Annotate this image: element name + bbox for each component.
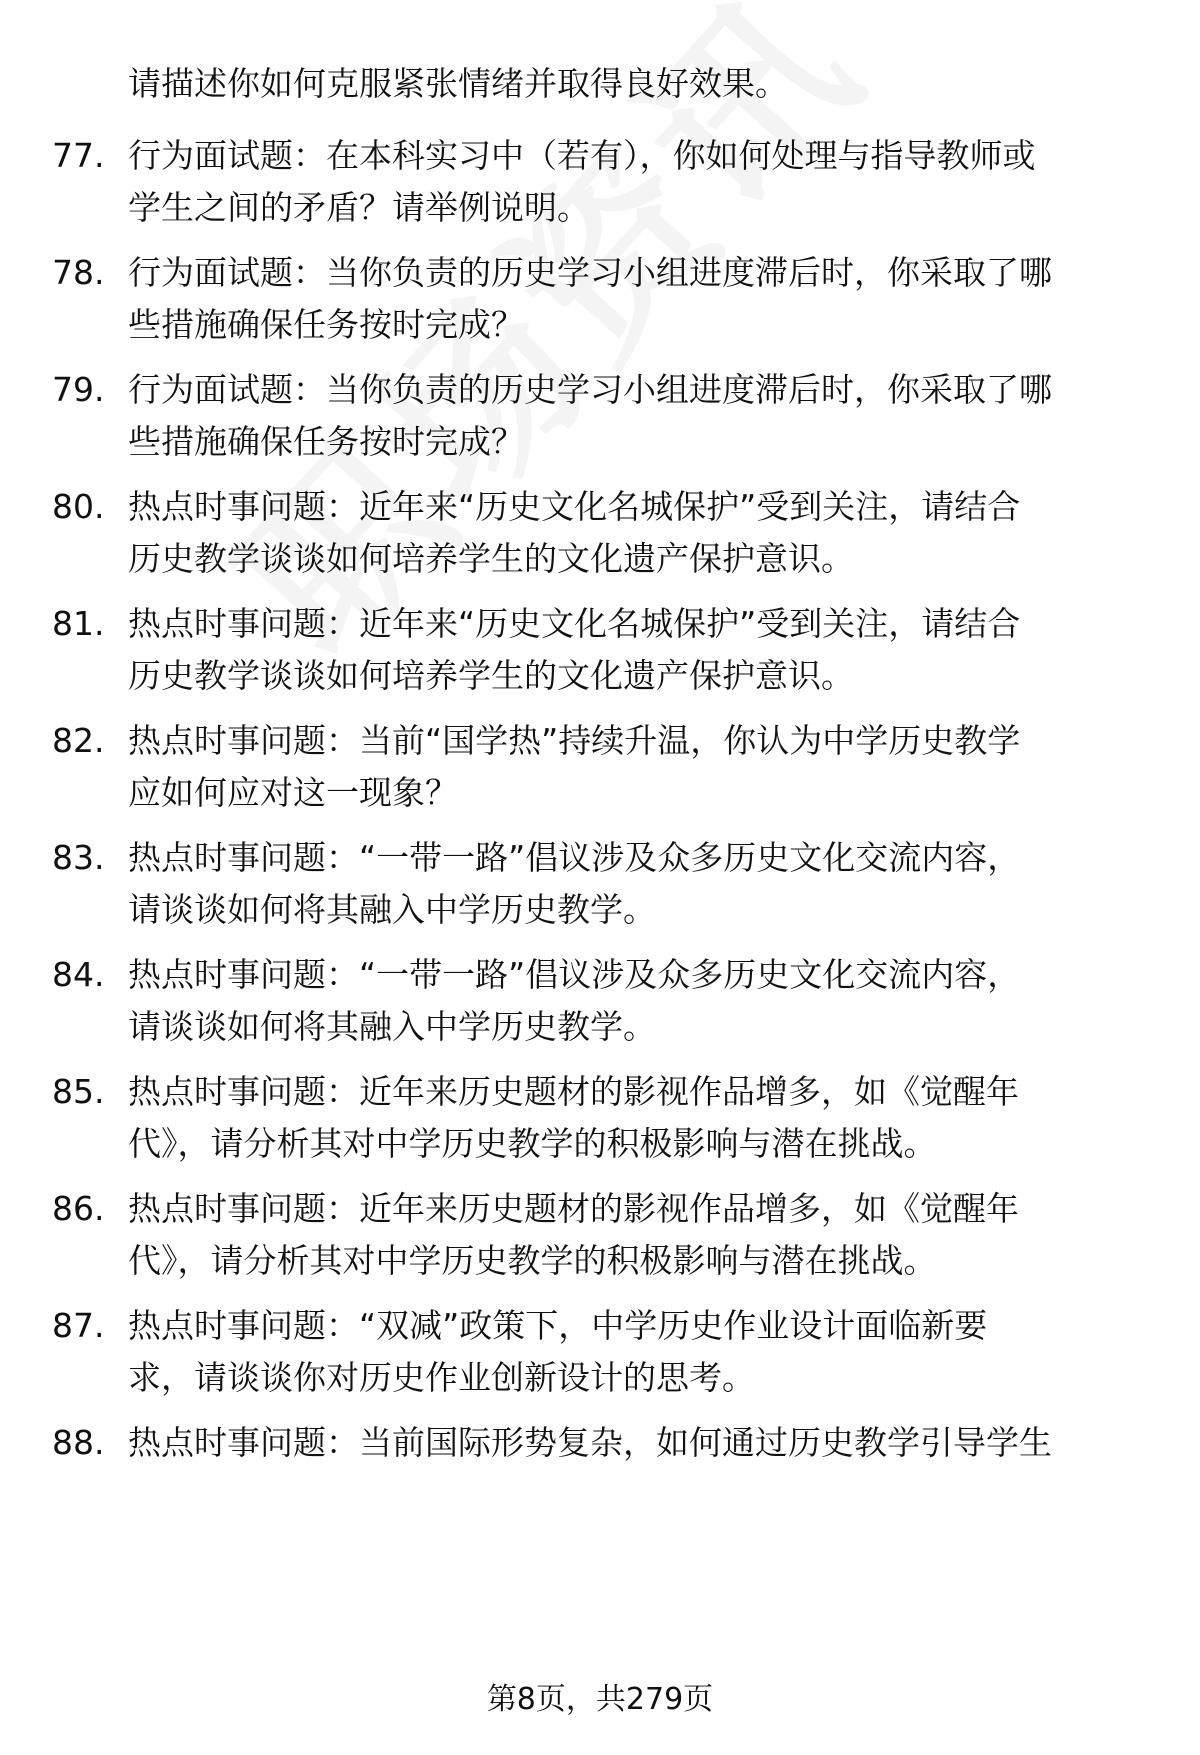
question-line: 学生之间的矛盾？请举例说明。 bbox=[128, 188, 590, 227]
question-line: 热点时事问题：当前“国学热”持续升温，你认为中学历史教学 bbox=[128, 721, 1021, 760]
question-line: 请谈谈如何将其融入中学历史教学。 bbox=[128, 1007, 656, 1046]
question-number: 78. bbox=[52, 253, 105, 292]
question-number: 86. bbox=[52, 1189, 105, 1228]
question-line: 历史教学谈谈如何培养学生的文化遗产保护意识。 bbox=[128, 656, 854, 695]
question-line: 热点时事问题：近年来历史题材的影视作品增多，如《觉醒年 bbox=[128, 1189, 1019, 1228]
question-line: 热点时事问题：“一带一路”倡议涉及众多历史文化交流内容， bbox=[128, 838, 1021, 877]
continued-question-line: 请描述你如何克服紧张情绪并取得良好效果。 bbox=[128, 64, 788, 103]
question-text bbox=[128, 715, 1148, 819]
question-number: 82. bbox=[52, 721, 105, 760]
question-line: 代》，请分析其对中学历史教学的积极影响与潜在挑战。 bbox=[128, 1124, 937, 1163]
question-line: 些措施确保任务按时完成？ bbox=[128, 305, 524, 344]
question-number: 77. bbox=[52, 136, 105, 175]
question-text bbox=[128, 598, 1148, 702]
question-line: 热点时事问题：“双减”政策下，中学历史作业设计面临新要 bbox=[128, 1306, 988, 1345]
question-line: 应如何应对这一现象？ bbox=[128, 773, 458, 812]
question-line: 求，请谈谈你对历史作业创新设计的思考。 bbox=[128, 1358, 755, 1397]
question-line: 热点时事问题：当前国际形势复杂，如何通过历史教学引导学生 bbox=[128, 1423, 1052, 1462]
question-number: 88. bbox=[52, 1423, 105, 1462]
question-number: 79. bbox=[52, 370, 105, 409]
question-text bbox=[128, 247, 1148, 351]
question-text bbox=[128, 1183, 1148, 1287]
question-number: 85. bbox=[52, 1072, 105, 1111]
question-number: 84. bbox=[52, 955, 105, 994]
question-text bbox=[128, 832, 1148, 936]
question-line: 热点时事问题：“一带一路”倡议涉及众多历史文化交流内容， bbox=[128, 955, 1021, 994]
question-text bbox=[128, 1066, 1148, 1170]
question-number: 80. bbox=[52, 487, 105, 526]
question-number: 83. bbox=[52, 838, 105, 877]
question-line: 请谈谈如何将其融入中学历史教学。 bbox=[128, 890, 656, 929]
question-line: 行为面试题：当你负责的历史学习小组进度滞后时，你采取了哪 bbox=[128, 253, 1052, 292]
question-line: 热点时事问题：近年来“历史文化名城保护”受到关注，请结合 bbox=[128, 487, 1021, 526]
page-footer: 第8页，共279页 bbox=[486, 1682, 714, 1717]
question-text bbox=[128, 1300, 1148, 1404]
question-line: 行为面试题：在本科实习中（若有），你如何处理与指导教师或 bbox=[128, 136, 1036, 175]
question-line: 热点时事问题：近年来“历史文化名城保护”受到关注，请结合 bbox=[128, 604, 1021, 643]
question-text bbox=[128, 481, 1148, 585]
question-line: 行为面试题：当你负责的历史学习小组进度滞后时，你采取了哪 bbox=[128, 370, 1052, 409]
question-text bbox=[128, 949, 1148, 1053]
question-line: 些措施确保任务按时完成？ bbox=[128, 422, 524, 461]
question-text bbox=[128, 364, 1148, 468]
question-line: 代》，请分析其对中学历史教学的积极影响与潜在挑战。 bbox=[128, 1241, 937, 1280]
question-line: 热点时事问题：近年来历史题材的影视作品增多，如《觉醒年 bbox=[128, 1072, 1019, 1111]
question-number: 81. bbox=[52, 604, 105, 643]
question-text bbox=[128, 130, 1148, 234]
question-line: 历史教学谈谈如何培养学生的文化遗产保护意识。 bbox=[128, 539, 854, 578]
question-text bbox=[128, 1417, 1148, 1469]
question-number: 87. bbox=[52, 1306, 105, 1345]
